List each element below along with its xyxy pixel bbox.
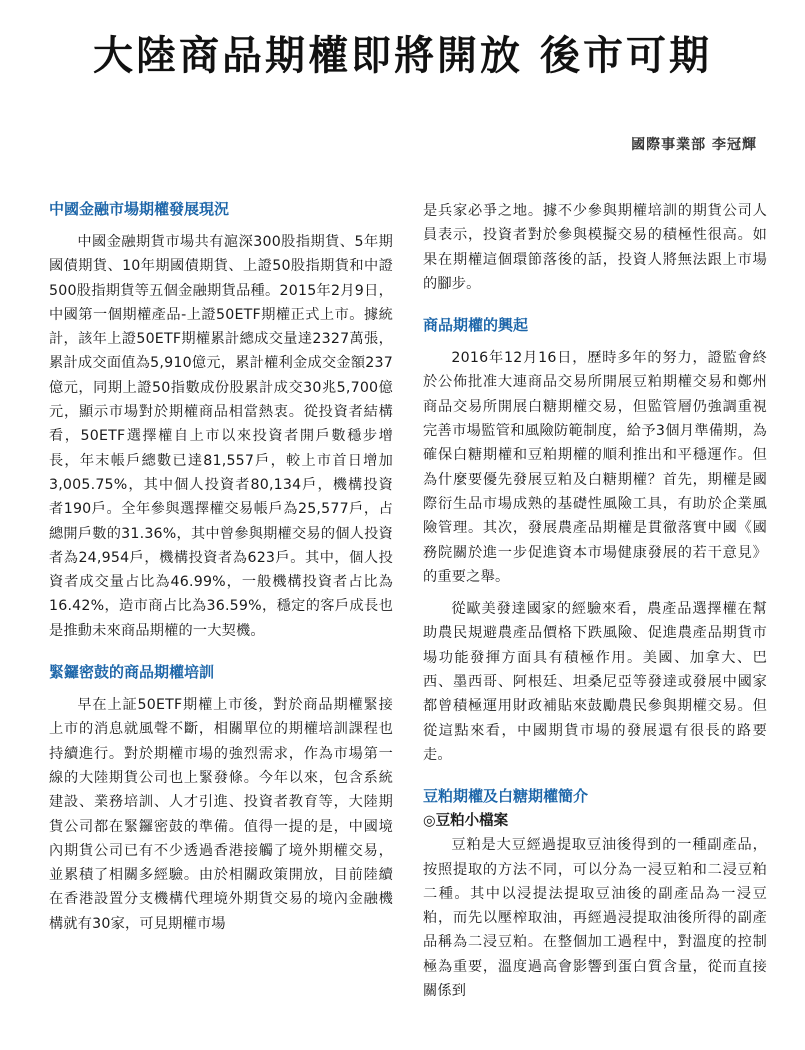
paragraph-commodity-options-launch: 2016年12月16日，歷時多年的努力，證監會終於公佈批准大連商品交易所開展豆粕期權交易和鄭州商品交易所開展白糖期權交易，但監管層仍強調重視完善市場監管和風險防範制度，給予3個月準備期，為確保白糖期權和豆粕期權的順利推出和平穩運作。但為什麼要優先發展豆粕及白糖期權？首先，期權是國際衍生品市場成熟的基礎性風險工具，有助於企業風險管理。其次，發展農產品期權是貫徹落實中國《國務院關於進一步促進資本市場健康發展的若干意見》的重要之舉。 (423, 350, 767, 585)
author-byline: 國際事業部 李冠輝 (631, 137, 757, 153)
subheading-soymeal-profile: ◎豆粕小檔案 (423, 813, 509, 830)
paragraph-financial-options: 中國金融期貨市場共有滬深300股指期貨、5年期國債期貨、10年期國債期貨、上證50股指期貨和中證500股指期貨等五個金融期貨品種。2015年2月9日，中國第一個期權產品-上證50ETF期權正式上市。據統計，該年上證50ETF期權累計總成交量達2327萬張，累計成交面值為5,910億元，累計權利金成交金額237億元，同期上證50指數成份股累計成交30兆5,700億元，顯示市場對於期權商品相當熱衷。從投資者結構看，50ETF選擇權自上市以來投資者開戶數穩步增長，年末帳戶總數已達81,557戶，較上市首日增加3,005.75%，其中個人投資者80,134戶，機構投資者190戶。全年參與選擇權交易帳戶為25,577戶，占總開戶數的31.36%，其中曾參與期權交易的個人投資者為24,954戶，機構投資者為623戶。其中，個人投資者成交量占比為46.99%，一般機構投資者占比為16.42%，造市商占比為36.59%，穩定的客戶成長也是推動未來商品期權的一大契機。 (49, 234, 393, 639)
section-heading-commodity-options-rise: 商品期權的興起 (423, 316, 529, 335)
right-column (423, 199, 767, 1003)
left-column (49, 196, 393, 936)
paragraph-options-training-continued: 是兵家必爭之地。據不少參與期權培訓的期貨公司人員表示，投資者對於參與模擬交易的積極性很高。如果在期權這個環節落後的話，投資人將無法跟上市場的腳步。 (423, 203, 767, 292)
paragraph-western-experience: 從歐美發達國家的經驗來看，農產品選擇權在幫助農民規避農產品價格下跌風險、促進農產品期貨市場功能發揮方面具有積極作用。美國、加拿大、巴西、墨西哥、阿根廷、坦桑尼亞等發達或發展中國家都曾積極運用財政補貼來鼓勵農民參與期權交易。但從這點來看，中國期貨市場的發展還有很長的路要走。 (423, 601, 767, 763)
paragraph-options-training: 早在上証50ETF期權上市後，對於商品期權緊接上市的消息就風聲不斷，相關單位的期權培訓課程也持續進行。對於期權市場的強烈需求，作為市場第一線的大陸期貨公司也上緊發條。今年以來，包含系統建設、業務培訓、人才引進、投資者教育等，大陸期貨公司都在緊鑼密鼓的準備。值得一提的是，中國境內期貨公司已有不少透過香港接觸了境外期權交易，並累積了相關多經驗。由於相關政策開放，目前陸續在香港設置分支機構代理境外期貨交易的境內金融機構就有30家，可見期權市場 (49, 697, 393, 932)
paragraph-soymeal-profile: 豆粕是大豆經過提取豆油後得到的一種副產品，按照提取的方法不同，可以分為一浸豆粕和二浸豆粕二種。其中以浸提法提取豆油後的副產品為一浸豆粕，而先以壓榨取油，再經過浸提取油後所得的副產品稱為二浸豆粕。在整個加工過程中，對溫度的控制極為重要，溫度過高會影響到蛋白質含量，從而直接關係到 (423, 837, 767, 1000)
section-heading-financial-options: 中國金融市場期權發展現況 (49, 200, 230, 218)
section-heading-options-training: 緊鑼密鼓的商品期權培訓 (49, 663, 215, 682)
page-title: 大陸商品期權即將開放 後市可期 (93, 33, 712, 79)
section-heading-soymeal-sugar-options: 豆粕期權及白糖期權簡介 (423, 787, 589, 806)
